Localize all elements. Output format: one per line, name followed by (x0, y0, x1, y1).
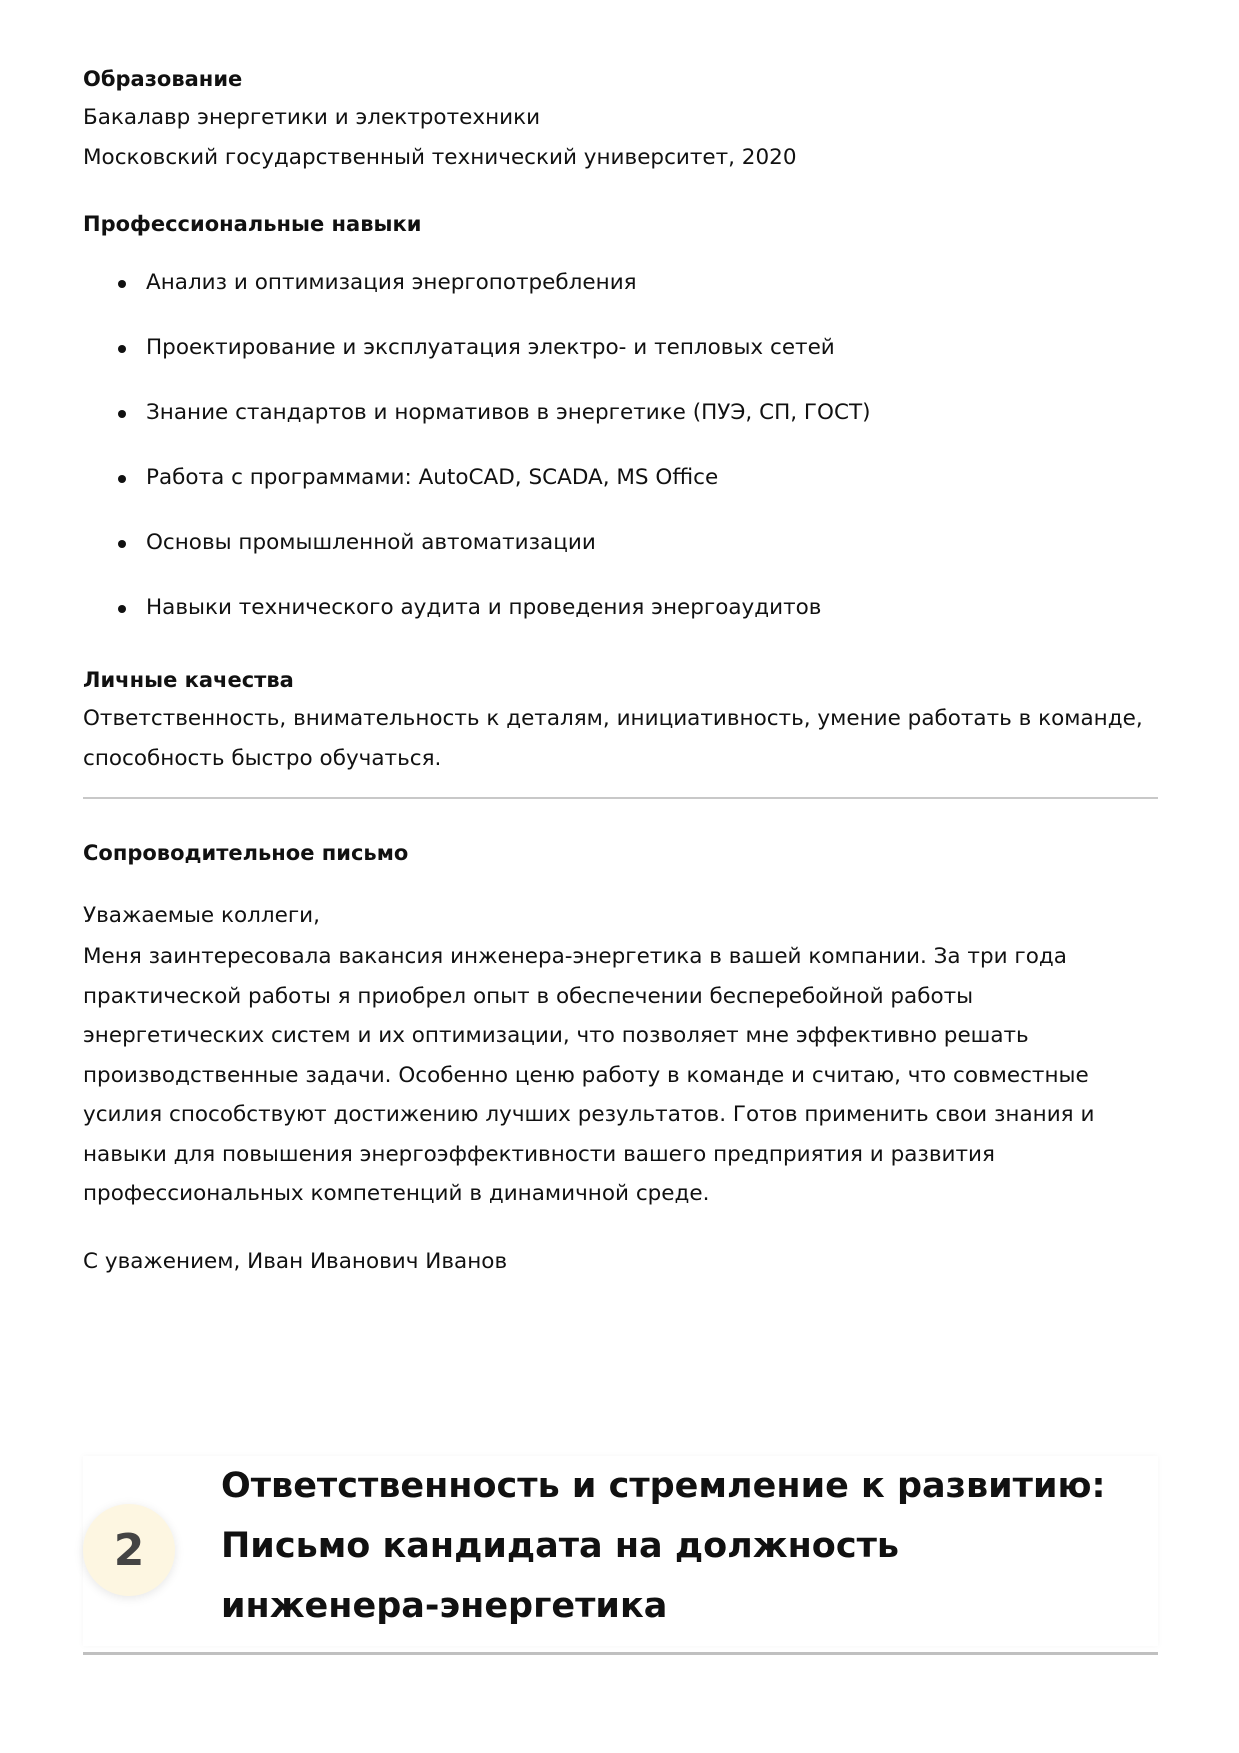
cover-letter-body: Меня заинтересовала вакансия инженера-энергетика в вашей компании. За три года практической работы я приобрел опыт в обеспечении бесперебойной работы энергетических систем и их оптимизации, что позволяет мне эффективно решать производственные задачи. Особенно ценю работу в команде и считаю, что совместные усилия способствуют достижению лучших результатов. Готов применить свои знания и навыки для повышения энергоэффективности вашего предприятия и развития профессиональных компетенций в динамичной среде. (83, 944, 1095, 1206)
qualities-text: Ответственность, внимательность к деталям, инициативность, умение работать в команде, способность быстро обучаться. (83, 706, 1143, 771)
skill-text: Анализ и оптимизация энергопотребления (146, 270, 637, 295)
section-divider (83, 797, 1158, 799)
card-divider (83, 1652, 1158, 1655)
skill-item (83, 592, 871, 657)
skill-item (83, 462, 871, 527)
skill-item (83, 332, 871, 397)
bullet-icon (118, 345, 126, 353)
bullet-icon (118, 540, 126, 548)
skill-text: Работа с программами: AutoCAD, SCADA, MS Office (146, 465, 719, 490)
skill-text: Проектирование и эксплуатация электро- и тепловых сетей (146, 335, 835, 360)
skill-item (83, 267, 871, 332)
skills-heading: Профессиональные навыки (83, 212, 422, 236)
qualities-section (83, 665, 1158, 778)
bullet-icon (118, 280, 126, 288)
skill-text: Навыки технического аудита и проведения энергоаудитов (146, 595, 822, 620)
skill-text: Знание стандартов и нормативов в энергетике (ПУЭ, СП, ГОСТ) (146, 400, 871, 425)
skill-item (83, 527, 871, 592)
section-number-badge: 2 (83, 1504, 175, 1596)
cover-letter-signoff: С уважением, Иван Иванович Иванов (83, 1249, 508, 1274)
qualities-heading: Личные качества (83, 668, 294, 692)
cover-letter-heading: Сопроводительное письмо (83, 841, 409, 865)
cover-letter-greeting: Уважаемые коллеги, (83, 903, 320, 928)
education-section (83, 64, 797, 177)
skills-list (83, 267, 871, 657)
education-university: Московский государственный технический университет, 2020 (83, 144, 797, 170)
bullet-icon (118, 410, 126, 418)
next-section-card[interactable] (83, 1456, 1158, 1646)
education-degree: Бакалавр энергетики и электротехники (83, 105, 541, 130)
bullet-icon (118, 475, 126, 483)
education-heading: Образование (83, 67, 243, 91)
skill-item (83, 397, 871, 462)
bullet-icon (118, 605, 126, 613)
next-section-title: Ответственность и стремление к развитию: Письмо кандидата на должность инженера-энергетика (221, 1466, 1106, 1626)
skill-text: Основы промышленной автоматизации (146, 530, 596, 555)
